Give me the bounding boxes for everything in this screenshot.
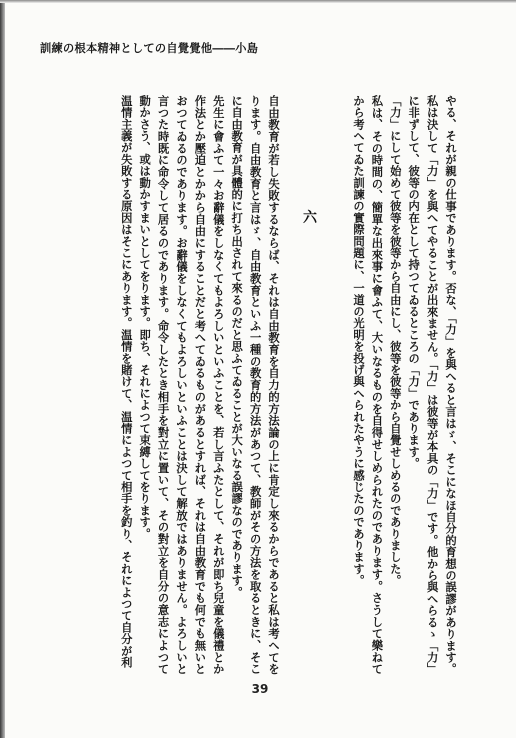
scan-shadow-top: [0, 0, 516, 3]
paragraph: 「力」にして始めて彼等を彼等から自由にし、彼等を彼等から自覺せしめるのでありました。: [388, 95, 403, 587]
text-block-before-section: [322, 95, 460, 675]
text-block-after-section: [56, 95, 283, 675]
paragraph: 温情主義が失敗する原因はそこにあります。温情を賭けて、温情によつて相手を釣り、それによつて自分が利: [119, 95, 134, 669]
paragraph: 自由教育が若し失敗するならば、それは自由教育を自力的方法論の上に肯定し來るからであると私は考へてをります。自由教育と言はゞ、自由教育といふ一種の教育的方法があつて、教師がその方法を取るときに、そこに自由教育が具體的に打ち出されて來るのだと思ふてゐることが大いなる誤謬なのであります。: [230, 95, 281, 675]
paragraph: やる、それが親の仕事であります。否な、「力」を與へると言はゞ、そこになほ自分的育想の誤謬があります。私は決して「力」を與へてやることが出來ません。「力」は彼等が本具の「力」です。他から與へらるゝ「力」に非ずして、彼等の内在として持つてゐるところの「力」であります。: [407, 95, 458, 675]
paragraph: 私は、その時間の、簡單な出來事に會ふて、大いなるものを自得せしめられたのであります。さうして樂ねてから考へてゐた訓諫の實際問題に、一道の光明を投げ與へられたやうに感じたのであります。: [351, 95, 385, 675]
section-heading-numeral: 六: [303, 210, 317, 226]
body-text-area: [56, 95, 460, 675]
running-head: 訓練の根本精神としての自覺覺他――小島: [40, 41, 259, 55]
paragraph: 先生に會ふて一々お辭儀をしなくてもよろしいといふことを、若し言ふたとして、それが即ち兒童を儀禮とか作法とか壓迫とかから自由にすることだと考へてゐるものがあるとすれば、それは自由教育でも何でも無いとおつてゐるのであります。お辭儀をしなくてもよろしいといふことは決して解放ではありません。よろしいと言つた時既に命令して居るのであります。命令したとき相手を對立に置いて、その對立を自分の意志によつて動かさう、或は動かすまいとしてをります。即ち、それによつて束縛してをります。: [138, 95, 226, 675]
page-number: 39: [251, 682, 269, 696]
scan-shadow-edge: [0, 0, 5, 738]
